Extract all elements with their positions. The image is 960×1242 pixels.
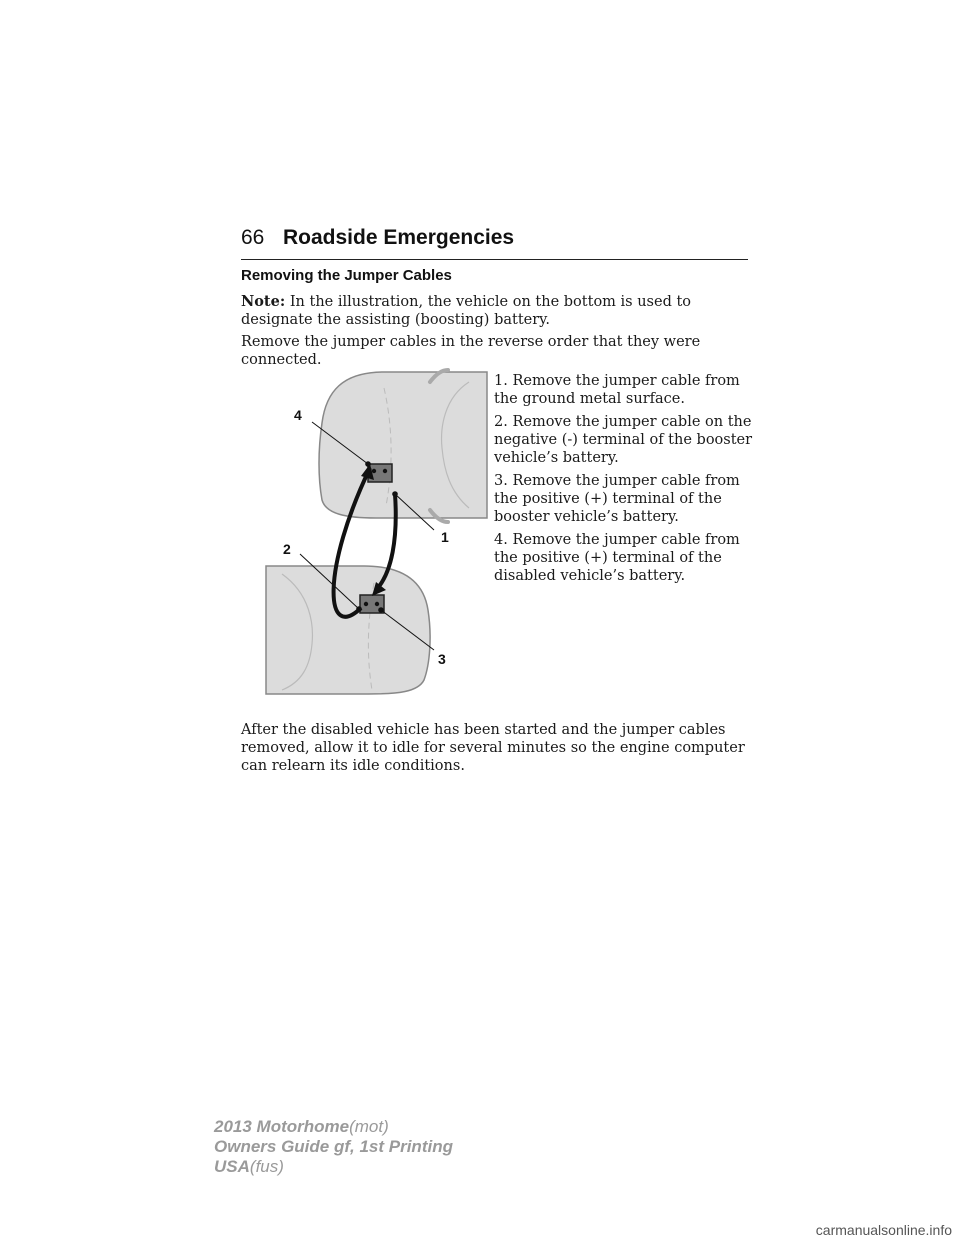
section-title: Roadside Emergencies	[283, 226, 515, 249]
footer-line-3	[214, 1157, 453, 1177]
note-label: Note:	[241, 293, 286, 310]
step-item: 3. Remove the jumper cable from the positive (+) terminal of the booster vehicle’s battery.	[494, 473, 740, 525]
footer-model-code: (mot)	[349, 1117, 389, 1136]
page-number: 66	[241, 226, 265, 249]
callout-2: 2	[283, 541, 291, 557]
note-text: In the illustration, the vehicle on the bottom is used to designate the assisting (boosting) battery.	[241, 294, 692, 328]
booster-vehicle	[266, 566, 430, 694]
note-paragraph	[241, 293, 761, 329]
footer-line-2	[214, 1137, 453, 1157]
footer-edition: Owners Guide gf, 1st Printing	[214, 1137, 453, 1156]
watermark[interactable]: carmanualsonline.info	[815, 1222, 952, 1238]
footer-line-1	[214, 1117, 453, 1137]
callout-3: 3	[438, 651, 446, 667]
footer-model: 2013 Motorhome	[214, 1117, 350, 1136]
print-footer	[214, 1117, 453, 1177]
step-item: 4. Remove the jumper cable from the positive (+) terminal of the disabled vehicle’s battery.	[494, 532, 740, 584]
closing-paragraph: After the disabled vehicle has been started and the jumper cables removed, allow it to idle for several minutes so the engine computer can relearn its idle conditions.	[241, 722, 745, 774]
footer-market-code: (fus)	[249, 1157, 284, 1176]
step-item: 1. Remove the jumper cable from the ground metal surface.	[494, 373, 740, 407]
removal-steps	[494, 372, 759, 590]
subheading: Removing the Jumper Cables	[241, 267, 452, 284]
step-item: 2. Remove the jumper cable on the negative (-) terminal of the booster vehicle’s battery.	[494, 414, 753, 466]
header-rule	[241, 259, 748, 260]
jumper-cable-illustration	[264, 368, 489, 695]
footer-market: USA	[214, 1157, 250, 1176]
callout-4: 4	[294, 407, 302, 423]
intro-paragraph: Remove the jumper cables in the reverse order that they were connected.	[241, 334, 701, 368]
callout-1: 1	[441, 529, 449, 545]
